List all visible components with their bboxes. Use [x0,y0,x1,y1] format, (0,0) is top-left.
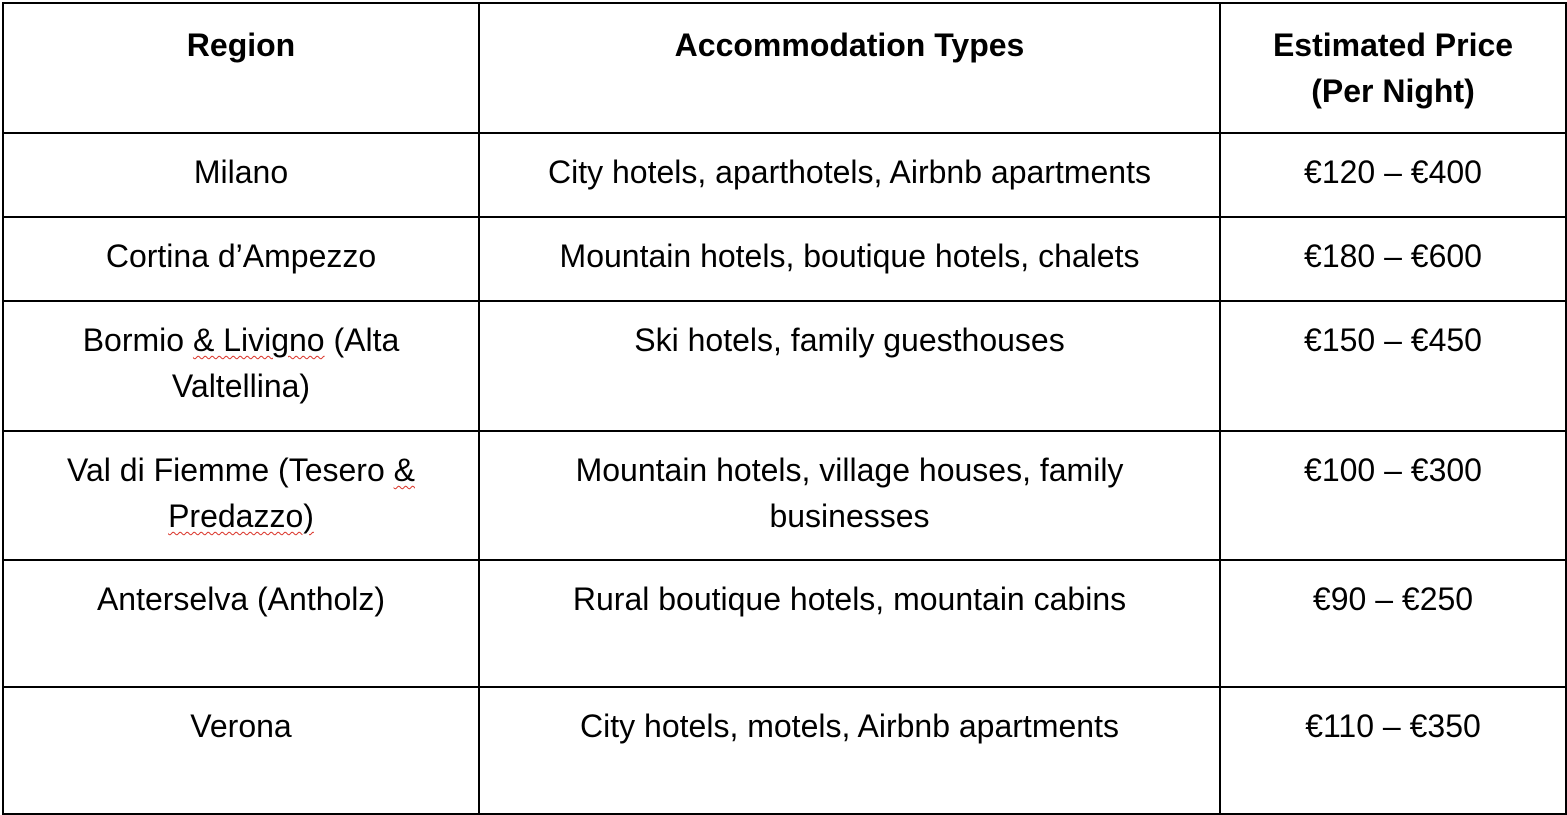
spellcheck-flagged-text: & Livigno [192,322,325,358]
region-text-part: (Alta Valtellina) [171,322,400,404]
cell-accommodation-types[interactable]: City hotels, aparthotels, Airbnb apartments [479,133,1220,217]
cell-price[interactable]: €110 – €350 [1220,687,1566,814]
cell-region[interactable]: Milano [3,133,479,217]
table-row [3,217,1566,301]
table-row [3,687,1566,814]
table-row [3,431,1566,560]
table-header-row [3,3,1566,133]
cell-accommodation-types[interactable]: Rural boutique hotels, mountain cabins [479,560,1220,687]
cell-region[interactable]: Cortina d’Ampezzo [3,217,479,301]
region-text-part: Bormio [82,322,193,358]
cell-price[interactable]: €180 – €600 [1220,217,1566,301]
header-region[interactable]: Region [3,3,479,133]
header-accommodation-types[interactable]: Accommodation Types [479,3,1220,133]
table-row [3,560,1566,687]
region-text-part: Val di Fiemme (Tesero [67,452,394,488]
table-row [3,301,1566,431]
cell-accommodation-types[interactable]: Mountain hotels, boutique hotels, chalets [479,217,1220,301]
cell-accommodation-types[interactable]: Ski hotels, family guesthouses [479,301,1220,431]
accommodation-table [2,2,1567,815]
cell-price[interactable]: €150 – €450 [1220,301,1566,431]
spellcheck-flagged-text: & [393,452,415,488]
cell-price[interactable]: €90 – €250 [1220,560,1566,687]
header-estimated-price[interactable]: Estimated Price (Per Night) [1220,3,1566,133]
cell-region[interactable] [3,431,479,560]
cell-price[interactable]: €120 – €400 [1220,133,1566,217]
cell-accommodation-types[interactable]: Mountain hotels, village houses, family businesses [479,431,1220,560]
spellcheck-flagged-text: Predazzo) [168,498,314,534]
cell-region[interactable]: Anterselva (Antholz) [3,560,479,687]
cell-region[interactable] [3,301,479,431]
table-row [3,133,1566,217]
cell-accommodation-types[interactable]: City hotels, motels, Airbnb apartments [479,687,1220,814]
cell-price[interactable]: €100 – €300 [1220,431,1566,560]
cell-region[interactable]: Verona [3,687,479,814]
